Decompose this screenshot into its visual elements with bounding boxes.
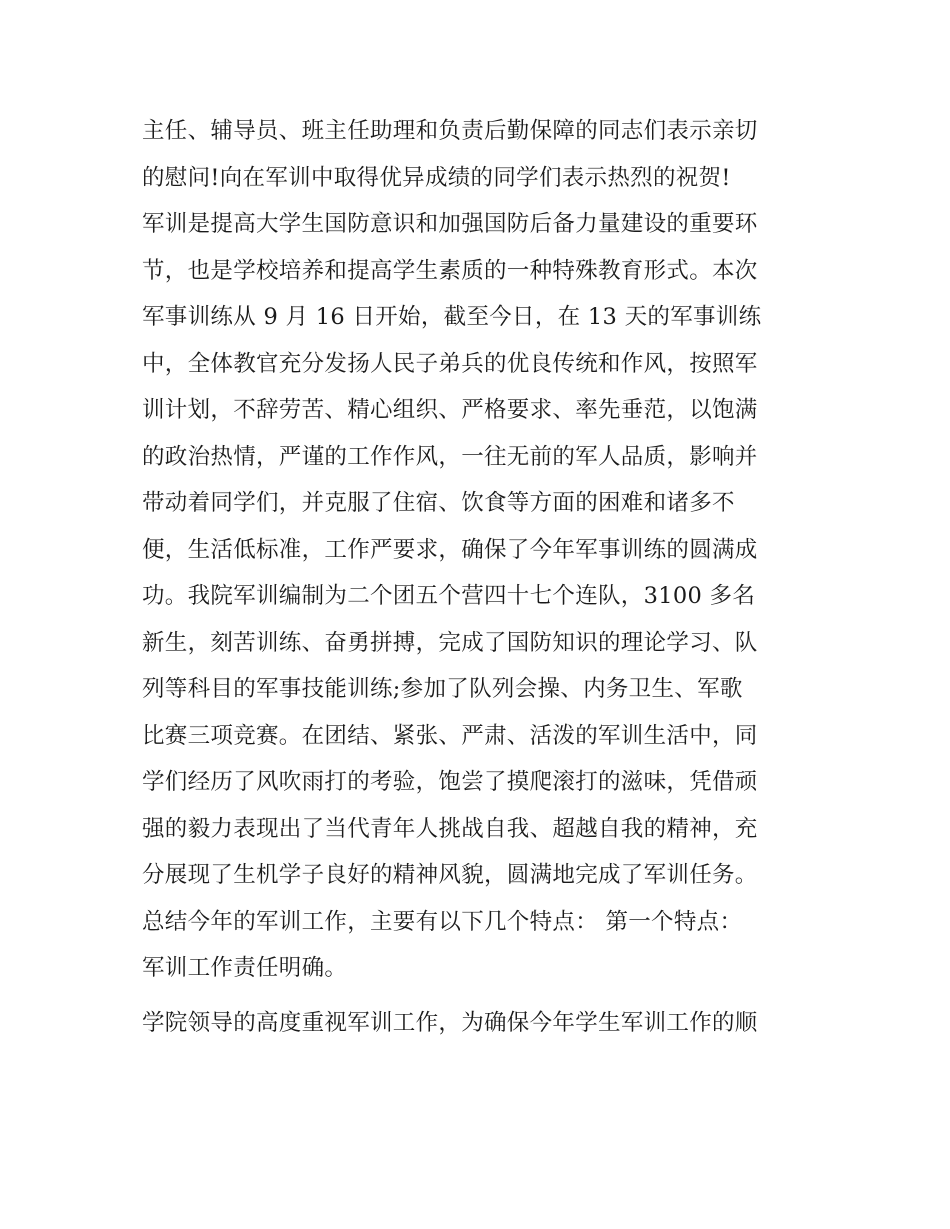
text-line: 学院领导的高度重视军训工作，为确保今年学生军训工作的顺: [142, 1009, 758, 1036]
text-line: 主任、辅导员、班主任助理和负责后勤保障的同志们表示亲切: [142, 118, 758, 144]
text-line: 军训工作责任明确。: [142, 955, 348, 981]
text-line: 训计划，不辞劳苦、精心组织、严格要求、率先垂范，以饱满: [142, 397, 758, 423]
text-line: 强的毅力表现出了当代青年人挑战自我、超越自我的精神，充: [142, 815, 758, 842]
text-line: 总结今年的军训工作，主要有以下几个特点： 第一个特点：: [142, 908, 743, 935]
text-line: 功。我院军训编制为二个团五个营四十七个连队，3100 多名: [142, 583, 756, 609]
text-line: 的慰问!向在军训中取得优异成绩的同学们表示热烈的祝贺!: [142, 164, 731, 191]
text-line: 学们经历了风吹雨打的考验，饱尝了摸爬滚打的滋味，凭借顽: [142, 769, 758, 795]
text-line: 军事训练从 9 月 16 日开始，截至今日，在 13 天的军事训练: [142, 304, 762, 330]
text-line: 列等科目的军事技能训练;参加了队列会操、内务卫生、军歌: [142, 676, 743, 702]
text-line: 中，全体教官充分发扬人民子弟兵的优良传统和作风，按照军: [142, 350, 758, 377]
text-line: 节，也是学校培养和提高学生素质的一种特殊教育形式。本次: [142, 257, 758, 284]
text-line: 的政治热情，严谨的工作作风，一往无前的军人品质，影响并: [142, 443, 758, 470]
text-line: 比赛三项竞赛。在团结、紧张、严肃、活泼的军训生活中，同: [142, 722, 758, 749]
text-line: 便，生活低标准，工作严要求，确保了今年军事训练的圆满成: [142, 536, 758, 563]
text-line: 带动着同学们，并克服了住宿、饮食等方面的困难和诸多不: [142, 490, 735, 516]
text-line: 军训是提高大学生国防意识和加强国防后备力量建设的重要环: [142, 211, 758, 237]
text-line: 分展现了生机学子良好的精神风貌，圆满地完成了军训任务。: [142, 862, 758, 888]
text-line: 新生，刻苦训练、奋勇拼搏，完成了国防知识的理论学习、队: [142, 629, 758, 656]
body-text: [142, 108, 822, 1046]
